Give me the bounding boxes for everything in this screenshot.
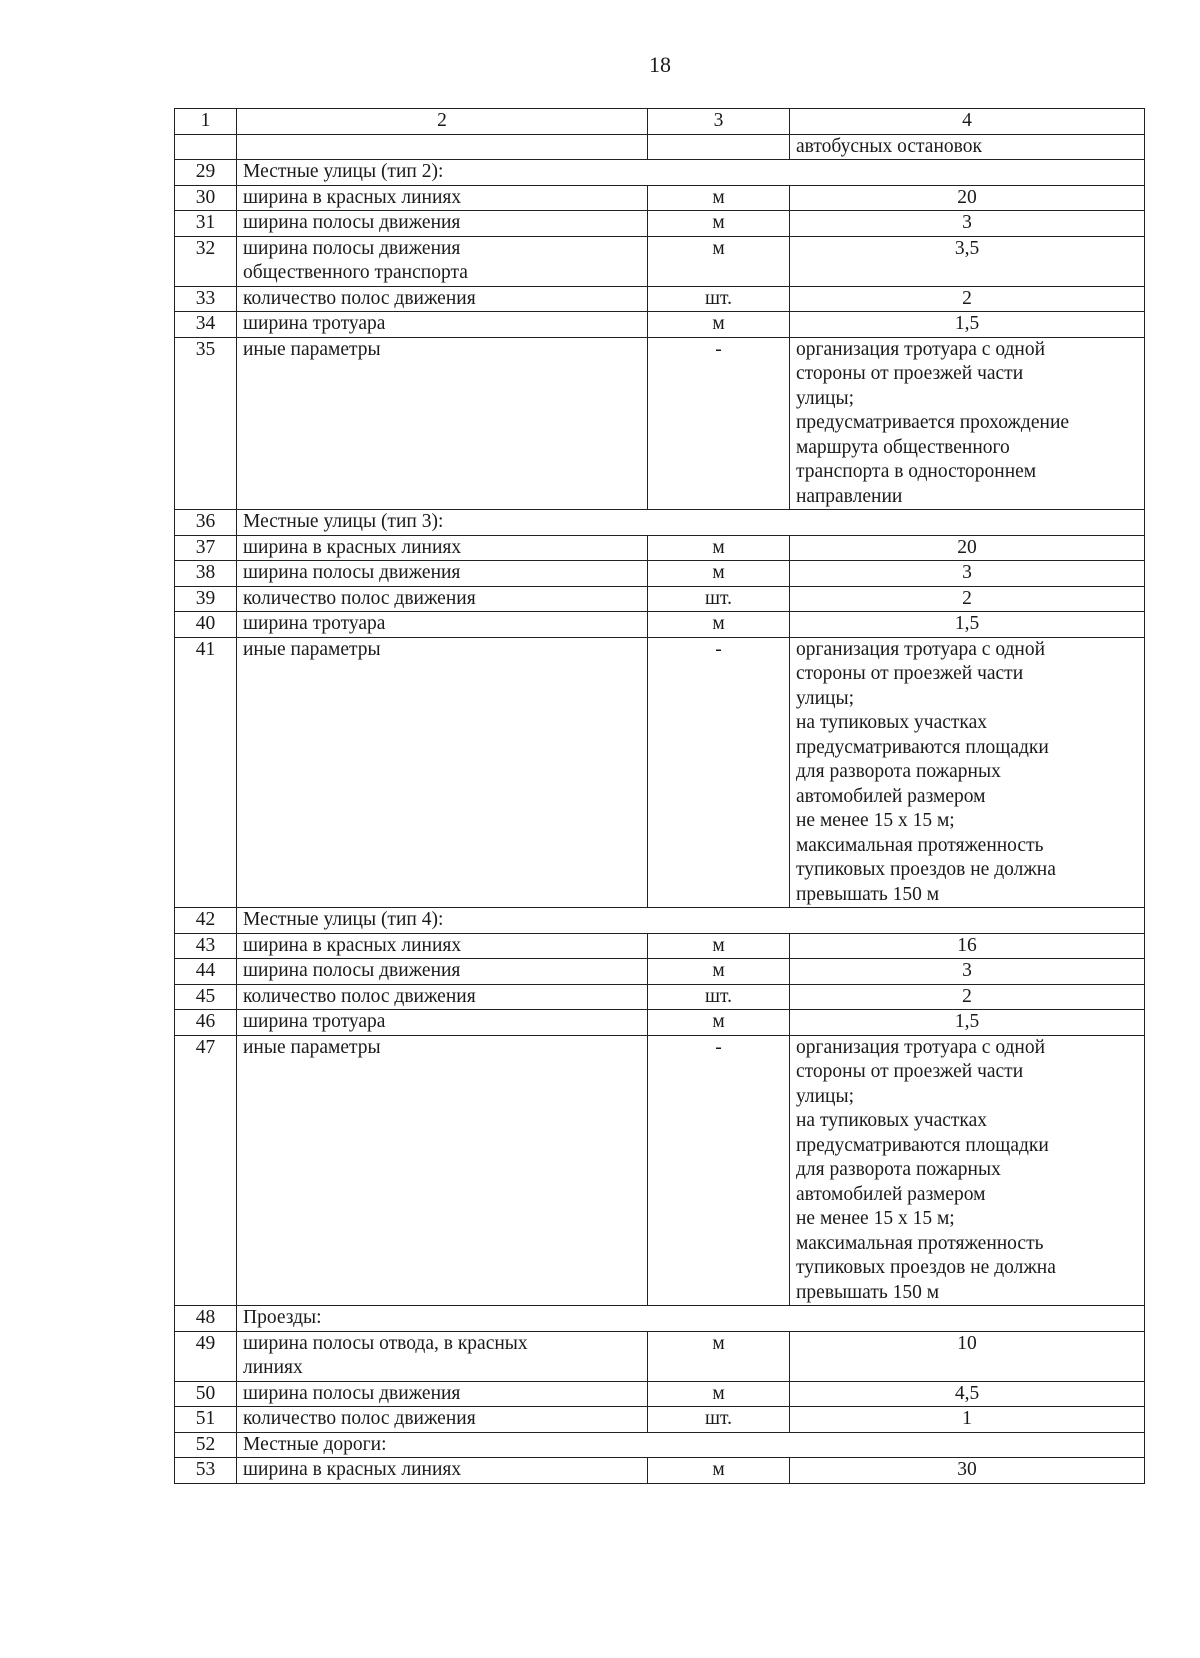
row-number: 38	[175, 561, 237, 587]
parameter-description: организация тротуара с одной стороны от проезжей части улицы; на тупиковых участках предусматриваются площадки для разворота пожарных автомобилей размером не менее 15 х 15 м; максимальная протяженность тупиковых проездов не должна превышать 150 м	[790, 1035, 1145, 1306]
table-row	[175, 337, 1145, 510]
table-row	[175, 1407, 1145, 1433]
table-row	[175, 984, 1145, 1010]
table-row	[175, 236, 1145, 286]
parameter-value: 1,5	[790, 312, 1145, 338]
parameters-table-body	[175, 109, 1145, 1484]
unit-of-measure: м	[648, 1331, 790, 1381]
table-header-row	[175, 109, 1145, 135]
table-row	[175, 1331, 1145, 1381]
parameter-name: ширина тротуара	[237, 1010, 648, 1036]
unit-of-measure: м	[648, 933, 790, 959]
row-number: 43	[175, 933, 237, 959]
continuation-text: автобусных остановок	[790, 134, 1145, 160]
parameter-name: ширина тротуара	[237, 612, 648, 638]
unit-of-measure: м	[648, 1010, 790, 1036]
unit-of-measure: м	[648, 185, 790, 211]
section-row	[175, 1306, 1145, 1332]
parameter-name: ширина полосы движения	[237, 959, 648, 985]
parameter-name: ширина в красных линиях	[237, 535, 648, 561]
parameters-table	[174, 108, 1145, 1484]
parameter-name: иные параметры	[237, 637, 648, 908]
parameter-value: 2	[790, 984, 1145, 1010]
table-row	[175, 312, 1145, 338]
parameter-name: иные параметры	[237, 337, 648, 510]
unit-of-measure: м	[648, 535, 790, 561]
unit-of-measure: -	[648, 637, 790, 908]
table-row	[175, 1458, 1145, 1484]
unit-of-measure: м	[648, 612, 790, 638]
table-row	[175, 1035, 1145, 1306]
parameter-name: ширина в красных линиях	[237, 933, 648, 959]
row-number: 41	[175, 637, 237, 908]
parameter-value: 3	[790, 561, 1145, 587]
parameter-name: ширина тротуара	[237, 312, 648, 338]
parameter-value: 2	[790, 586, 1145, 612]
table-row	[175, 959, 1145, 985]
row-number: 49	[175, 1331, 237, 1381]
row-number: 53	[175, 1458, 237, 1484]
row-number: 34	[175, 312, 237, 338]
parameter-value: 20	[790, 185, 1145, 211]
table-row	[175, 185, 1145, 211]
row-number: 40	[175, 612, 237, 638]
unit-of-measure: -	[648, 337, 790, 510]
row-number: 29	[175, 160, 237, 186]
column-number-3: 3	[648, 109, 790, 135]
parameter-value: 1,5	[790, 612, 1145, 638]
unit-of-measure: м	[648, 211, 790, 237]
unit-of-measure: шт.	[648, 1407, 790, 1433]
unit-of-measure: м	[648, 1381, 790, 1407]
row-number: 45	[175, 984, 237, 1010]
section-title: Местные улицы (тип 3):	[237, 510, 1145, 536]
row-number: 33	[175, 286, 237, 312]
parameter-description: организация тротуара с одной стороны от проезжей части улицы; предусматривается прохождение маршрута общественного транспорта в одностороннем направлении	[790, 337, 1145, 510]
parameter-description: организация тротуара с одной стороны от проезжей части улицы; на тупиковых участках предусматриваются площадки для разворота пожарных автомобилей размером не менее 15 х 15 м; максимальная протяженность тупиковых проездов не должна превышать 150 м	[790, 637, 1145, 908]
column-number-4: 4	[790, 109, 1145, 135]
parameter-value: 1,5	[790, 1010, 1145, 1036]
parameter-name: ширина полосы движения	[237, 561, 648, 587]
table-row	[175, 535, 1145, 561]
unit-of-measure: м	[648, 959, 790, 985]
section-title: Проезды:	[237, 1306, 1145, 1332]
parameter-value: 2	[790, 286, 1145, 312]
parameter-value: 3	[790, 959, 1145, 985]
table-row	[175, 612, 1145, 638]
row-number: 32	[175, 236, 237, 286]
unit-of-measure: м	[648, 561, 790, 587]
unit-of-measure: шт.	[648, 984, 790, 1010]
parameter-name: ширина полосы движения	[237, 1381, 648, 1407]
row-number: 31	[175, 211, 237, 237]
row-number: 46	[175, 1010, 237, 1036]
parameter-name: количество полос движения	[237, 1407, 648, 1433]
parameter-name: ширина полосы движения	[237, 211, 648, 237]
table-row	[175, 211, 1145, 237]
parameter-name: иные параметры	[237, 1035, 648, 1306]
section-row	[175, 510, 1145, 536]
unit-of-measure: шт.	[648, 586, 790, 612]
row-number: 42	[175, 908, 237, 934]
row-number: 52	[175, 1432, 237, 1458]
row-unit-cell	[648, 134, 790, 160]
table-row	[175, 586, 1145, 612]
table-row	[175, 561, 1145, 587]
row-number: 35	[175, 337, 237, 510]
continuation-row	[175, 134, 1145, 160]
row-number: 30	[175, 185, 237, 211]
row-number: 44	[175, 959, 237, 985]
row-number-cell	[175, 134, 237, 160]
row-number: 48	[175, 1306, 237, 1332]
unit-of-measure: м	[648, 312, 790, 338]
unit-of-measure: м	[648, 1458, 790, 1484]
parameter-value: 3,5	[790, 236, 1145, 286]
unit-of-measure: -	[648, 1035, 790, 1306]
section-row	[175, 1432, 1145, 1458]
column-number-2: 2	[237, 109, 648, 135]
unit-of-measure: м	[648, 236, 790, 286]
parameter-value: 16	[790, 933, 1145, 959]
page-number: 18	[649, 52, 671, 77]
row-name-cell	[237, 134, 648, 160]
parameter-name: количество полос движения	[237, 286, 648, 312]
row-number: 39	[175, 586, 237, 612]
parameter-value: 30	[790, 1458, 1145, 1484]
parameter-name: количество полос движения	[237, 586, 648, 612]
section-title: Местные улицы (тип 4):	[237, 908, 1145, 934]
parameter-name: количество полос движения	[237, 984, 648, 1010]
row-number: 47	[175, 1035, 237, 1306]
parameter-value: 20	[790, 535, 1145, 561]
row-number: 37	[175, 535, 237, 561]
parameter-value: 1	[790, 1407, 1145, 1433]
parameter-name: ширина в красных линиях	[237, 185, 648, 211]
section-row	[175, 908, 1145, 934]
unit-of-measure: шт.	[648, 286, 790, 312]
parameter-name: ширина полосы отвода, в красных линиях	[237, 1331, 648, 1381]
table-row	[175, 286, 1145, 312]
row-number: 51	[175, 1407, 237, 1433]
parameter-value: 3	[790, 211, 1145, 237]
row-number: 36	[175, 510, 237, 536]
column-number-1: 1	[175, 109, 237, 135]
table-row	[175, 1381, 1145, 1407]
parameter-name: ширина полосы движения общественного транспорта	[237, 236, 648, 286]
parameter-value: 10	[790, 1331, 1145, 1381]
section-row	[175, 160, 1145, 186]
table-row	[175, 933, 1145, 959]
section-title: Местные дороги:	[237, 1432, 1145, 1458]
parameter-value: 4,5	[790, 1381, 1145, 1407]
section-title: Местные улицы (тип 2):	[237, 160, 1145, 186]
table-row	[175, 1010, 1145, 1036]
row-number: 50	[175, 1381, 237, 1407]
table-row	[175, 637, 1145, 908]
parameter-name: ширина в красных линиях	[237, 1458, 648, 1484]
